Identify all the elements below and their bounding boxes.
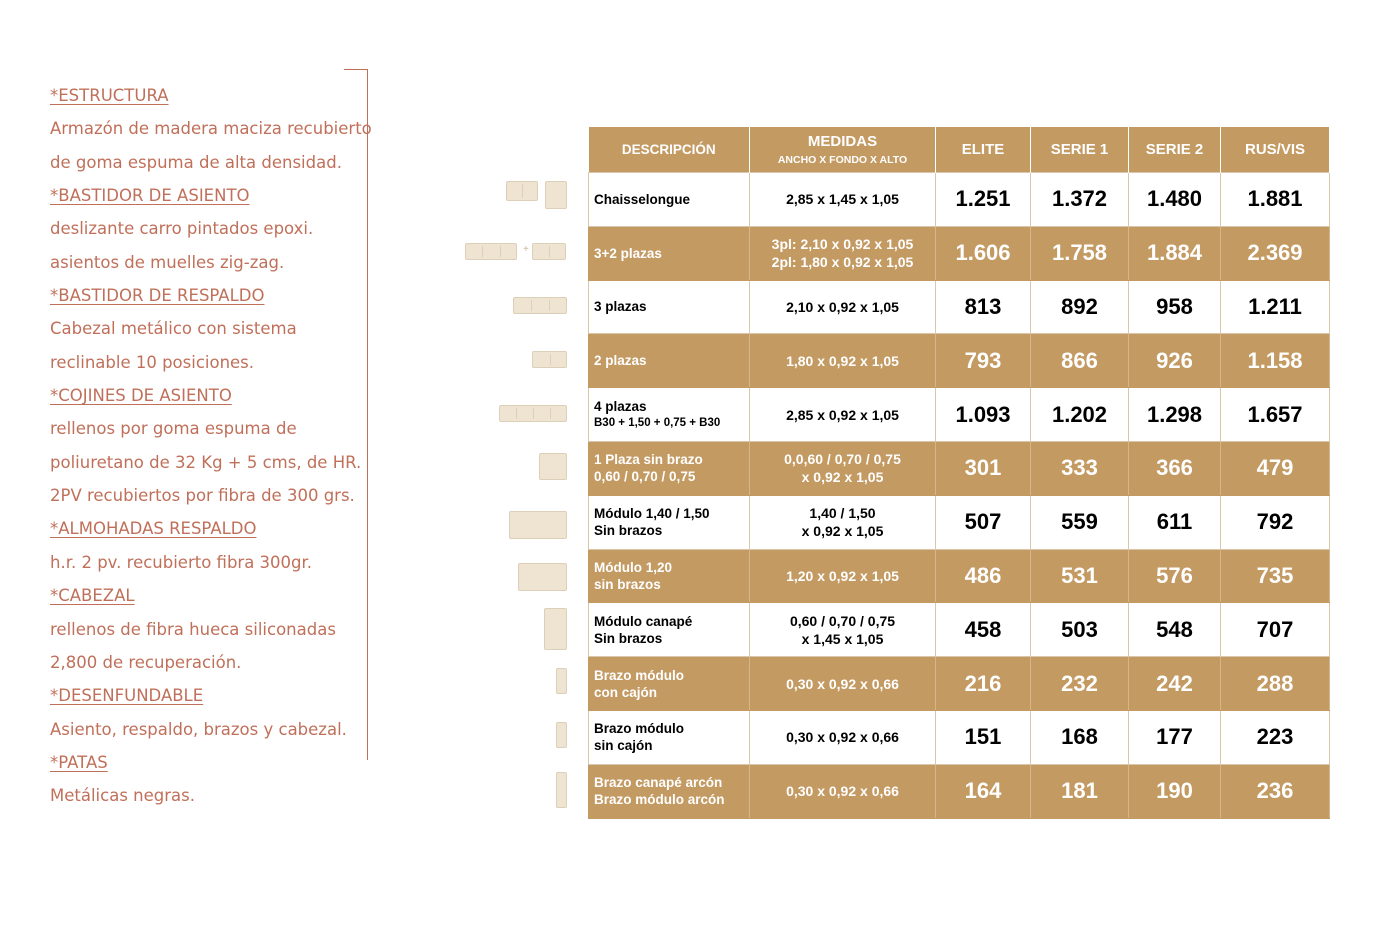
price-serie1: 168 xyxy=(1031,710,1129,764)
row-description xyxy=(589,388,750,442)
spec-text: Metálicas negras. xyxy=(50,786,195,806)
spec-text: Cabezal metálico con sistema xyxy=(50,319,297,339)
seat-divider xyxy=(549,246,550,257)
description-line: 3+2 plazas xyxy=(594,245,662,261)
row-description xyxy=(589,710,750,764)
price-serie1: 503 xyxy=(1031,603,1129,657)
price-serie2: 1.298 xyxy=(1129,388,1221,442)
price-rusvis: 2.369 xyxy=(1221,226,1330,280)
furniture-shape xyxy=(556,668,567,694)
row-dimensions xyxy=(750,226,936,280)
table-row xyxy=(589,334,1330,388)
description-line: 4 plazas xyxy=(594,398,647,414)
price-serie1: 559 xyxy=(1031,495,1129,549)
price-elite: 1.251 xyxy=(936,173,1031,227)
price-elite: 1.606 xyxy=(936,226,1031,280)
price-serie1: 866 xyxy=(1031,334,1129,388)
price-rusvis: 223 xyxy=(1221,710,1330,764)
description-line: Sin brazos xyxy=(594,523,663,539)
price-serie2: 1.884 xyxy=(1129,226,1221,280)
price-table-container xyxy=(588,127,1329,819)
header-serie2: SERIE 2 xyxy=(1129,127,1221,173)
price-elite: 507 xyxy=(936,495,1031,549)
row-description xyxy=(589,226,750,280)
seat-divider xyxy=(550,354,551,365)
price-elite: 151 xyxy=(936,710,1031,764)
dimension-line: x 0,92 x 1,05 xyxy=(801,469,884,486)
table-header-row xyxy=(589,127,1330,173)
spec-text: h.r. 2 pv. recubierto fibra 300gr. xyxy=(50,552,313,572)
dimension-line: 0,0,60 / 0,70 / 0,75 xyxy=(784,451,901,468)
description-line: Brazo módulo xyxy=(594,721,684,737)
price-rusvis: 1.211 xyxy=(1221,280,1330,334)
spec-text: deslizante carro pintados epoxi. xyxy=(50,219,314,239)
spec-text: 2PV recubiertos por fibra de 300 grs. xyxy=(50,486,355,506)
price-serie2: 926 xyxy=(1129,334,1221,388)
dimension-line: 0,30 x 0,92 x 0,66 xyxy=(786,783,899,800)
row-description xyxy=(589,495,750,549)
description-line: 0,60 / 0,70 / 0,75 xyxy=(594,469,696,485)
row-description xyxy=(589,764,750,818)
dimension-line: 2,10 x 0,92 x 1,05 xyxy=(786,298,899,315)
price-serie2: 366 xyxy=(1129,441,1221,495)
row-dimensions xyxy=(750,388,936,442)
price-serie1: 892 xyxy=(1031,280,1129,334)
seat-divider xyxy=(522,184,523,198)
price-rusvis: 735 xyxy=(1221,549,1330,603)
row-dimensions xyxy=(750,173,936,227)
table-row xyxy=(589,710,1330,764)
price-serie1: 531 xyxy=(1031,549,1129,603)
spec-text: poliuretano de 32 Kg + 5 cms, de HR. xyxy=(50,452,362,472)
price-elite: 164 xyxy=(936,764,1031,818)
row-dimensions xyxy=(750,549,936,603)
price-rusvis: 1.158 xyxy=(1221,334,1330,388)
table-row xyxy=(589,173,1330,227)
price-rusvis: 792 xyxy=(1221,495,1330,549)
spec-heading: *ESTRUCTURA xyxy=(50,86,169,105)
dimension-line: 0,60 / 0,70 / 0,75 xyxy=(789,612,896,629)
description-line: 1 Plaza sin brazo xyxy=(594,452,703,468)
dimension-line: x 0,92 x 1,05 xyxy=(801,523,884,540)
furniture-shape xyxy=(465,243,517,260)
dimension-line: 0,30 x 0,92 x 0,66 xyxy=(786,675,899,692)
description-line: Brazo módulo arcón xyxy=(594,792,725,808)
price-table xyxy=(588,127,1330,819)
table-row xyxy=(589,657,1330,711)
seat-divider xyxy=(549,300,550,311)
row-dimensions xyxy=(750,495,936,549)
header-descripcion: DESCRIPCIÓN xyxy=(589,127,750,173)
price-elite: 1.093 xyxy=(936,388,1031,442)
price-serie2: 548 xyxy=(1129,603,1221,657)
price-rusvis: 1.657 xyxy=(1221,388,1330,442)
row-description xyxy=(589,549,750,603)
table-row xyxy=(589,226,1330,280)
price-elite: 793 xyxy=(936,334,1031,388)
spec-text: rellenos por goma espuma de xyxy=(50,419,297,439)
spec-heading: *BASTIDOR DE ASIENTO xyxy=(50,186,250,206)
spec-heading: *CABEZAL xyxy=(50,586,135,606)
spec-heading: *COJINES DE ASIENTO xyxy=(50,386,232,406)
price-elite: 813 xyxy=(936,280,1031,334)
dimension-line: 1,80 x 0,92 x 1,05 xyxy=(786,352,899,369)
header-elite: ELITE xyxy=(936,127,1031,173)
row-dimensions xyxy=(750,710,936,764)
description-line: 2 plazas xyxy=(594,353,647,369)
furniture-shape xyxy=(545,181,567,209)
seat-divider xyxy=(500,246,501,257)
row-description xyxy=(589,173,750,227)
row-dimensions xyxy=(750,764,936,818)
description-line: Módulo 1,40 / 1,50 xyxy=(594,506,710,522)
spec-text: reclinable 10 posiciones. xyxy=(50,352,255,372)
spec-text: Armazón de madera maciza recubierto xyxy=(50,119,372,139)
table-body xyxy=(589,173,1330,819)
description-line: Sin brazos xyxy=(594,630,663,646)
spec-text: de goma espuma de alta densidad. xyxy=(50,152,342,172)
price-elite: 486 xyxy=(936,549,1031,603)
row-description xyxy=(589,334,750,388)
price-elite: 301 xyxy=(936,441,1031,495)
price-rusvis: 707 xyxy=(1221,603,1330,657)
header-medidas-label: MEDIDAS xyxy=(807,133,878,150)
price-serie2: 958 xyxy=(1129,280,1221,334)
description-line: sin brazos xyxy=(594,576,661,592)
spec-text: Asiento, respaldo, brazos y cabezal. xyxy=(50,719,347,739)
seat-divider xyxy=(482,246,483,257)
dimension-line: x 1,45 x 1,05 xyxy=(801,630,884,647)
price-serie1: 1.372 xyxy=(1031,173,1129,227)
dimension-line: 1,20 x 0,92 x 1,05 xyxy=(786,567,899,584)
specifications-list xyxy=(50,79,370,813)
dimension-line: 0,30 x 0,92 x 0,66 xyxy=(786,729,899,746)
price-serie2: 576 xyxy=(1129,549,1221,603)
price-rusvis: 1.881 xyxy=(1221,173,1330,227)
description-line: Brazo canapé arcón xyxy=(594,775,723,791)
furniture-shape xyxy=(513,297,567,314)
spec-text: 2,800 de recuperación. xyxy=(50,652,242,672)
header-medidas xyxy=(750,127,936,173)
description-line: Brazo módulo xyxy=(594,667,684,683)
row-dimensions xyxy=(750,280,936,334)
furniture-shape xyxy=(539,453,567,480)
header-rusvis: RUS/VIS xyxy=(1221,127,1330,173)
description-line: sin cajón xyxy=(594,738,653,754)
spec-text: asientos de muelles zig-zag. xyxy=(50,252,285,272)
table-row xyxy=(589,764,1330,818)
price-serie2: 177 xyxy=(1129,710,1221,764)
description-line: Módulo 1,20 xyxy=(594,559,673,575)
bracket-divider xyxy=(344,69,368,760)
description-line: Módulo canapé xyxy=(594,613,693,629)
price-serie1: 333 xyxy=(1031,441,1129,495)
price-serie2: 611 xyxy=(1129,495,1221,549)
furniture-shape xyxy=(509,511,567,539)
price-rusvis: 288 xyxy=(1221,657,1330,711)
seat-divider xyxy=(516,408,517,419)
price-serie2: 242 xyxy=(1129,657,1221,711)
description-subline: B30 + 1,50 + 0,75 + B30 xyxy=(594,416,721,429)
price-serie1: 181 xyxy=(1031,764,1129,818)
spec-heading: *ALMOHADAS RESPALDO xyxy=(50,519,257,539)
description-line: con cajón xyxy=(594,684,658,700)
dimension-line: 2,85 x 1,45 x 1,05 xyxy=(786,191,899,208)
table-row xyxy=(589,549,1330,603)
dimension-line: 3pl: 2,10 x 0,92 x 1,05 xyxy=(771,236,914,253)
furniture-shape xyxy=(556,722,567,748)
row-dimensions xyxy=(750,603,936,657)
description-line: Chaisselongue xyxy=(594,191,691,207)
row-dimensions xyxy=(750,657,936,711)
spec-heading: *DESENFUNDABLE xyxy=(50,686,204,706)
row-description xyxy=(589,603,750,657)
seat-divider xyxy=(550,408,551,419)
seat-divider xyxy=(533,408,534,419)
header-medidas-sub: ANCHO X FONDO X ALTO xyxy=(777,154,908,166)
dimension-line: 2,85 x 0,92 x 1,05 xyxy=(786,406,899,423)
dimension-line: 1,40 / 1,50 xyxy=(809,505,876,522)
table-row xyxy=(589,603,1330,657)
price-rusvis: 479 xyxy=(1221,441,1330,495)
price-serie1: 1.202 xyxy=(1031,388,1129,442)
row-dimensions xyxy=(750,334,936,388)
table-row xyxy=(589,441,1330,495)
seat-divider xyxy=(531,300,532,311)
table-row xyxy=(589,495,1330,549)
table-row xyxy=(589,388,1330,442)
dimension-line: 2pl: 1,80 x 0,92 x 1,05 xyxy=(771,254,914,271)
price-rusvis: 236 xyxy=(1221,764,1330,818)
furniture-shape xyxy=(518,563,567,591)
price-serie2: 190 xyxy=(1129,764,1221,818)
table-row xyxy=(589,280,1330,334)
row-description xyxy=(589,657,750,711)
row-description xyxy=(589,441,750,495)
price-elite: 458 xyxy=(936,603,1031,657)
price-serie1: 232 xyxy=(1031,657,1129,711)
furniture-shape xyxy=(556,772,567,808)
price-elite: 216 xyxy=(936,657,1031,711)
description-line: 3 plazas xyxy=(594,299,647,315)
header-serie1: SERIE 1 xyxy=(1031,127,1129,173)
plus-icon: + xyxy=(523,244,529,255)
spec-text: rellenos de fibra hueca siliconadas xyxy=(50,619,336,639)
spec-heading: *PATAS xyxy=(50,752,108,772)
price-serie2: 1.480 xyxy=(1129,173,1221,227)
row-dimensions xyxy=(750,441,936,495)
row-description xyxy=(589,280,750,334)
spec-heading: *BASTIDOR DE RESPALDO xyxy=(50,286,265,306)
furniture-shape xyxy=(544,608,567,650)
price-serie1: 1.758 xyxy=(1031,226,1129,280)
